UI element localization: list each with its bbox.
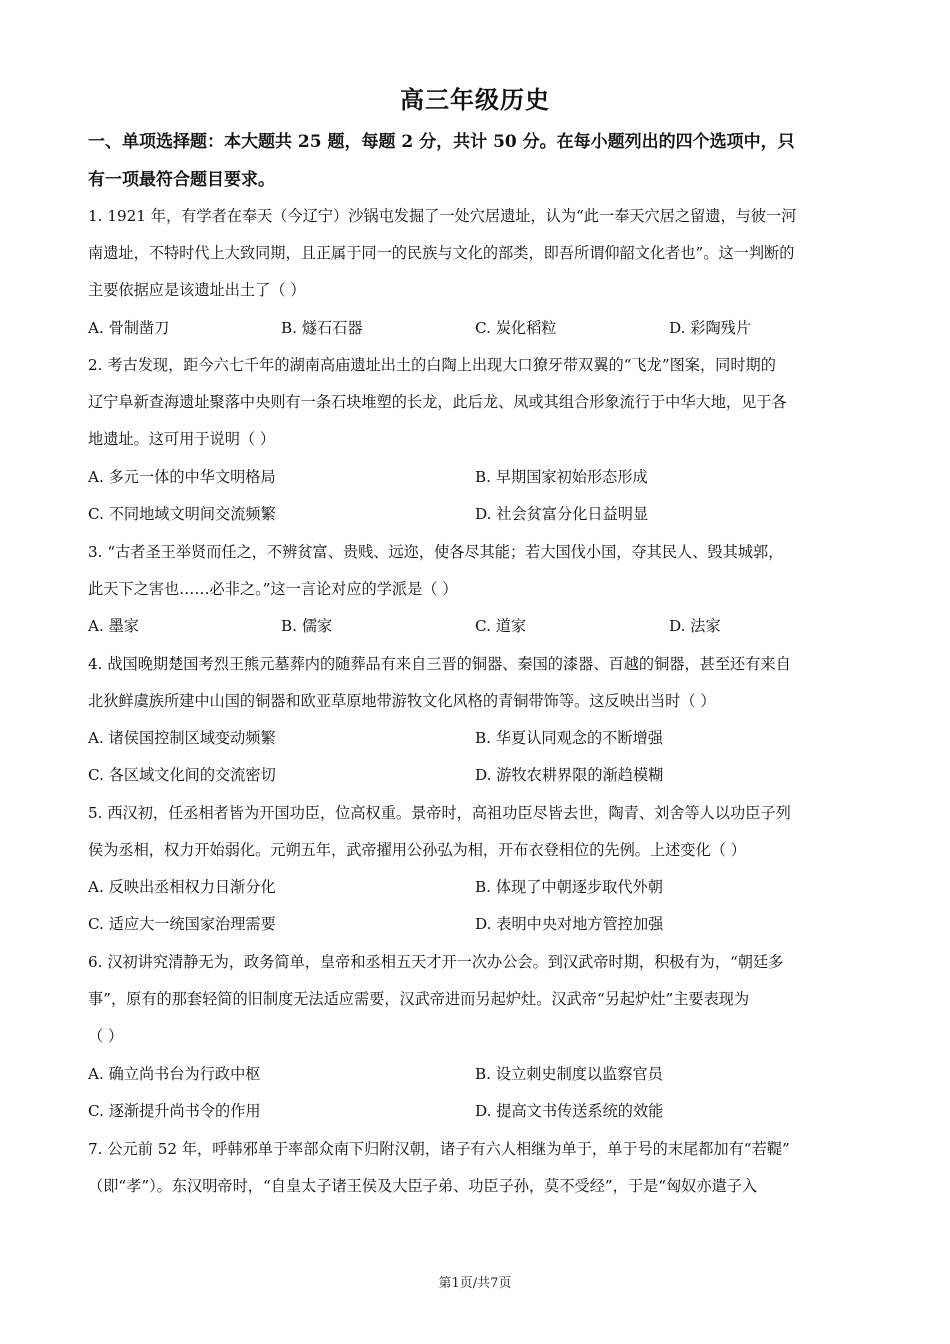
- question-6-line-2: 事”，原有的那套轻简的旧制度无法适应需要，汉武帝进而另起炉灶。汉武帝“另起炉灶”主要表现为: [88, 990, 750, 1008]
- question-4-option-c[interactable]: C. 各区域文化间的交流密切: [88, 766, 276, 784]
- question-6-option-c[interactable]: C. 逐渐提升尚书令的作用: [88, 1102, 261, 1120]
- question-2-option-a[interactable]: A. 多元一体的中华文明格局: [88, 468, 276, 486]
- page-footer: 第1页/共7页: [438, 1276, 512, 1291]
- question-6-option-d[interactable]: D. 提高文书传送系统的效能: [475, 1102, 664, 1120]
- section-instruction-line-1: 一、单项选择题：本大题共 25 题，每题 2 分，共计 50 分。在每小题列出的四个选项中，只: [88, 132, 795, 152]
- question-2-option-c[interactable]: C. 不同地域文明间交流频繁: [88, 505, 276, 523]
- question-1-option-b[interactable]: B. 燧石石器: [281, 319, 363, 337]
- question-5-option-c[interactable]: C. 适应大一统国家治理需要: [88, 915, 276, 933]
- question-1-line-3: 主要依据应是该遗址出土了（ ）: [88, 281, 306, 299]
- question-1-option-d[interactable]: D. 彩陶残片: [669, 319, 752, 337]
- question-4-line-2: 北狄鲜虞族所建中山国的铜器和欧亚草原地带游牧文化风格的青铜带饰等。这反映出当时（ ）: [88, 692, 716, 710]
- question-6-option-b[interactable]: B. 设立刺史制度以监察官员: [475, 1065, 663, 1083]
- question-3-option-c[interactable]: C. 道家: [475, 617, 527, 635]
- question-2-option-b[interactable]: B. 早期国家初始形态形成: [475, 468, 648, 486]
- question-6-option-a[interactable]: A. 确立尚书台为行政中枢: [88, 1065, 261, 1083]
- question-2-line-1: 2. 考古发现，距今六七千年的湖南高庙遗址出土的白陶上出现大口獠牙带双翼的“飞龙”图案，同时期的: [88, 356, 776, 374]
- question-1-line-1: 1. 1921 年，有学者在奉天（今辽宁）沙锅屯发掘了一处穴居遗址，认为“此一奉天穴居之留遗，与彼一河: [88, 207, 797, 225]
- question-2-line-3: 地遗址。这可用于说明（ ）: [88, 430, 276, 448]
- question-5-option-b[interactable]: B. 体现了中朝逐步取代外朝: [475, 878, 663, 896]
- question-4-option-b[interactable]: B. 华夏认同观念的不断增强: [475, 729, 663, 747]
- question-6-line-3: （ ）: [88, 1027, 124, 1045]
- section-instruction-line-2: 有一项最符合题目要求。: [88, 170, 275, 190]
- question-5-option-a[interactable]: A. 反映出丞相权力日渐分化: [88, 878, 276, 896]
- question-5-line-1: 5. 西汉初，任丞相者皆为开国功臣，位高权重。景帝时，高祖功臣尽皆去世，陶青、刘舍等人以功臣子列: [88, 804, 791, 822]
- question-4-line-1: 4. 战国晚期楚国考烈王熊元墓葬内的随葬品有来自三晋的铜器、秦国的漆器、百越的铜器，甚至还有来自: [88, 655, 791, 673]
- question-1-line-2: 南遗址，不特时代上大致同期，且正属于同一的民族与文化的部类，即吾所谓仰韶文化者也”。这一判断的: [88, 244, 795, 262]
- page-title: 高三年级历史: [400, 85, 550, 114]
- question-2-option-d[interactable]: D. 社会贫富分化日益明显: [475, 505, 649, 523]
- question-4-option-a[interactable]: A. 诸侯国控制区域变动频繁: [88, 729, 276, 747]
- question-1-option-a[interactable]: A. 骨制凿刀: [88, 319, 170, 337]
- question-1-option-c[interactable]: C. 炭化稻粒: [475, 319, 557, 337]
- question-5-line-2: 侯为丞相，权力开始弱化。元朔五年，武帝擢用公孙弘为相，开布衣登相位的先例。上述变化（ ）: [88, 841, 746, 859]
- question-4-option-d[interactable]: D. 游牧农耕界限的渐趋模糊: [475, 766, 664, 784]
- question-2-line-2: 辽宁阜新查海遗址聚落中央则有一条石块堆塑的长龙，此后龙、凤或其组合形象流行于中华大地，见于各: [88, 393, 787, 411]
- question-6-line-1: 6. 汉初讲究清静无为，政务简单，皇帝和丞相五天才开一次办公会。到汉武帝时期，积极有为，“朝廷多: [88, 953, 784, 971]
- question-5-option-d[interactable]: D. 表明中央对地方管控加强: [475, 915, 664, 933]
- question-7-line-2: （即“孝”）。东汉明帝时，“自皇太子诸王侯及大臣子弟、功臣子孙，莫不受经”，于是“匈奴亦遣子入: [88, 1177, 758, 1195]
- question-3-option-b[interactable]: B. 儒家: [281, 617, 333, 635]
- question-3-line-1: 3. “古者圣王举贤而任之，不辨贫富、贵贱、远迩，使各尽其能；若大国伐小国，夺其民人、毁其城郭，: [88, 543, 784, 561]
- question-3-line-2: 此天下之害也……必非之。”这一言论对应的学派是（ ）: [88, 580, 458, 598]
- question-7-line-1: 7. 公元前 52 年，呼韩邪单于率部众南下归附汉朝，诸子有六人相继为单于，单于号的末尾都加有“若鞮”: [88, 1140, 790, 1158]
- question-3-option-a[interactable]: A. 墨家: [88, 617, 139, 635]
- question-3-option-d[interactable]: D. 法家: [669, 617, 721, 635]
